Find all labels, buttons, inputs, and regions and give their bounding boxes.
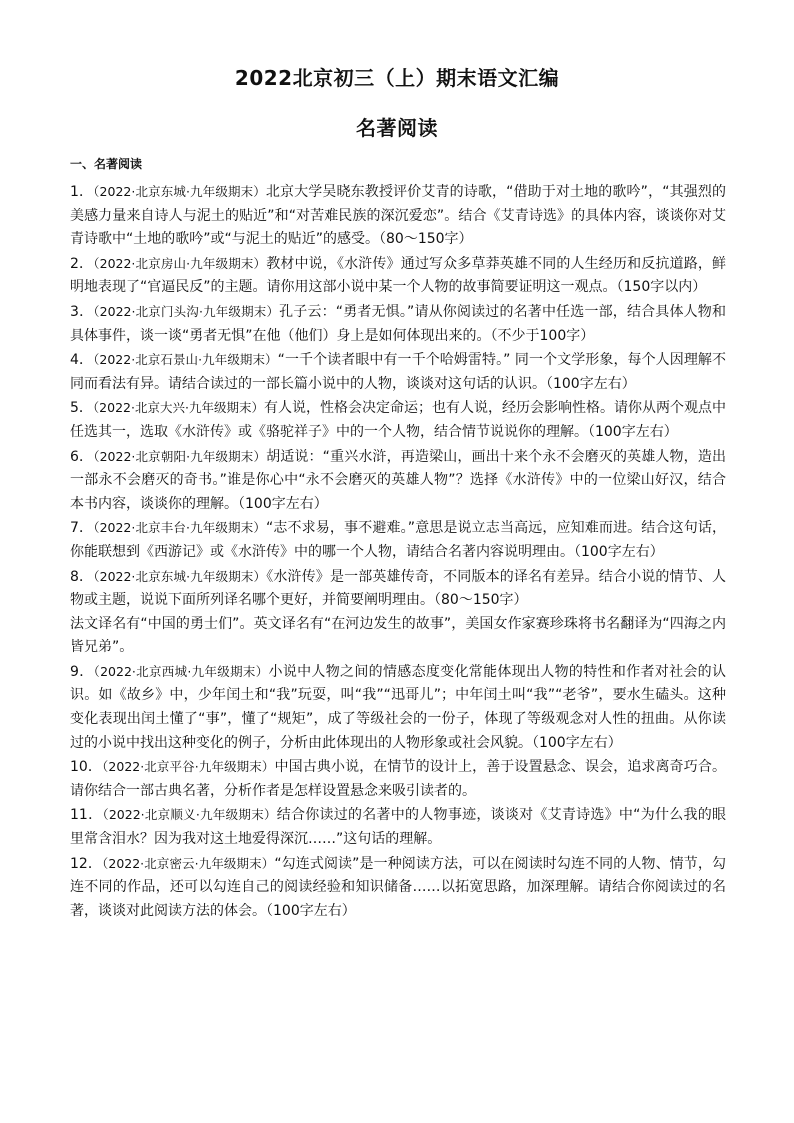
question-source: （2022·北京朝阳·九年级期末） bbox=[93, 448, 267, 464]
question-number: 4． bbox=[70, 352, 94, 369]
question-text: 北京大学吴晓东教授评价艾青的诗歌，“借助于对土地的歌吟”，“其强烈的美感力量来自诗人与泥土的贴近”和“对苦难民族的深沉爱恋”。结合《艾青诗选》的具体内容，谈谈你对艾青诗歌中“土地的歌吟”或“与泥土的贴近”的感受。（80～150字） bbox=[70, 184, 726, 248]
question-5 bbox=[70, 396, 726, 444]
question-12 bbox=[70, 852, 726, 924]
question-number: 12． bbox=[70, 855, 103, 872]
question-text: 小说中人物之间的情感态度变化常能体现出人物的特性和作者对社会的认识。如《故乡》中，少年闰土和“我”玩耍，叫“我”“迅哥儿”；中年闰土叫“我”“老爷”，要水生磕头。这种变化表现出闰土懂了“事”，懂了“规矩”，成了等级社会的一份子，体现了等级观念对人性的扭曲。从你读过的小说中找出这种变化的例子，分析由此体现出的人物形象或社会风貌。（100字左右） bbox=[70, 663, 726, 751]
question-text: 孔子云：“勇者无惧。”请从你阅读过的名著中任选一部，结合具体人物和具体事件，谈一谈“勇者无惧”在他（他们）身上是如何体现出来的。（不少于100字） bbox=[70, 303, 726, 344]
question-source: （2022·北京密云·九年级期末） bbox=[102, 855, 275, 871]
question-number: 1． bbox=[70, 184, 94, 200]
question-list bbox=[70, 180, 726, 923]
question-source: （2022·北京大兴·九年级期末） bbox=[92, 400, 264, 416]
question-source: （2022·北京门头沟·九年级期末） bbox=[93, 303, 280, 319]
question-number: 3． bbox=[70, 303, 94, 320]
question-text: “志不求易，事不避难。”意思是说立志当高远，应知难而进。结合这句话，你能联想到《西游记》或《水浒传》中的哪一个人物，请结合名著内容说明理由。（100字左右） bbox=[70, 520, 726, 560]
question-text: 法文译名有“中国的勇士们”。英文译名有“在河边发生的故事”，美国女作家赛珍珠将书名翻译为“四海之内皆兄弟”。 bbox=[70, 615, 726, 656]
question-11 bbox=[70, 803, 726, 851]
question-6 bbox=[70, 445, 726, 517]
section-heading: 一、名著阅读 bbox=[70, 157, 143, 171]
question-text: 有人说，性格会决定命运；也有人说，经历会影响性格。请你从两个观点中任选其一，选取《水浒传》或《骆驼祥子》中的一个人物，结合情节说说你的理解。（100字左右） bbox=[70, 400, 726, 440]
question-number: 5． bbox=[70, 400, 93, 417]
question-text: 《水浒传》是一部英雄传奇，不同版本的译名有差异。结合小说的情节、人物或主题，说说下面所列译名哪个更好，并简要阐明理由。（80～150字） bbox=[70, 568, 726, 609]
question-text: “勾连式阅读”是一种阅读方法，可以在阅读时勾连不同的人物、情节，勾连不同的作品，还可以勾连自己的阅读经验和知识储备……以拓宽思路，加深理解。请结合你阅读过的名著，谈谈对此阅读方法的体会。（100字左右） bbox=[70, 855, 726, 919]
question-source: （2022·北京石景山·九年级期末） bbox=[93, 352, 278, 368]
question-number: 6． bbox=[70, 448, 94, 465]
question-3 bbox=[70, 300, 726, 348]
question-number: 9． bbox=[70, 663, 94, 680]
question-9 bbox=[70, 660, 726, 755]
question-source: （2022·北京平谷·九年级期末） bbox=[102, 759, 275, 775]
question-source: （2022·北京房山·九年级期末） bbox=[93, 255, 267, 271]
question-number: 2． bbox=[70, 255, 94, 272]
page-title: 2022北京初三（上）期末语文汇编 bbox=[234, 66, 560, 90]
question-2 bbox=[70, 252, 726, 300]
question-7 bbox=[70, 516, 726, 564]
question-number: 8． bbox=[70, 568, 94, 585]
question-source: （2022·北京西城·九年级期末） bbox=[93, 663, 269, 679]
question-text: “一千个读者眼中有一千个哈姆雷特。” 同一个文学形象，每个人因理解不同而看法有异。请结合读过的一部长篇小说中的人物，谈谈对这句话的认识。（100字左右） bbox=[70, 352, 726, 392]
question-text: 中国古典小说，在情节的设计上，善于设置悬念、误会，追求离奇巧合。请你结合一部古典名著，分析作者是怎样设置悬念来吸引读者的。 bbox=[70, 759, 726, 799]
question-1 bbox=[70, 180, 726, 252]
question-number: 7． bbox=[70, 520, 94, 537]
question-number: 11． bbox=[70, 807, 103, 824]
question-text: 胡适说：“重兴水浒，再造梁山，画出十来个永不会磨灭的英雄人物，造出一部永不会磨灭的奇书。”谁是你心中“永不会磨灭的英雄人物”？选择《水浒传》中的一位梁山好汉，结合本书内容，谈谈你的理解。（100字左右） bbox=[70, 448, 726, 512]
question-source: （2022·北京丰台·九年级期末） bbox=[93, 520, 266, 536]
question-10 bbox=[70, 755, 726, 803]
question-number: 10． bbox=[70, 759, 103, 776]
question-source: （2022·北京东城·九年级期末） bbox=[93, 184, 266, 199]
question-text: 结合你读过的名著中的人物事迹，谈谈对《艾青诗选》中“为什么我的眼里常含泪水？因为我对这土地爱得深沉……”这句话的理解。 bbox=[70, 807, 726, 848]
page-subtitle: 名著阅读 bbox=[356, 116, 438, 140]
question-text: 教材中说，《水浒传》通过写众多草莽英雄不同的人生经历和反抗道路，鲜明地表现了“官逼民反”的主题。请你用这部小说中某一个人物的故事简要证明这一观点。（150字以内） bbox=[70, 255, 726, 296]
question-4 bbox=[70, 348, 726, 396]
question-source: （2022·北京东城·九年级期末） bbox=[93, 568, 267, 584]
question-source: （2022·北京顺义·九年级期末） bbox=[102, 807, 277, 823]
question-8 bbox=[70, 565, 726, 613]
question-8-material bbox=[70, 613, 726, 660]
